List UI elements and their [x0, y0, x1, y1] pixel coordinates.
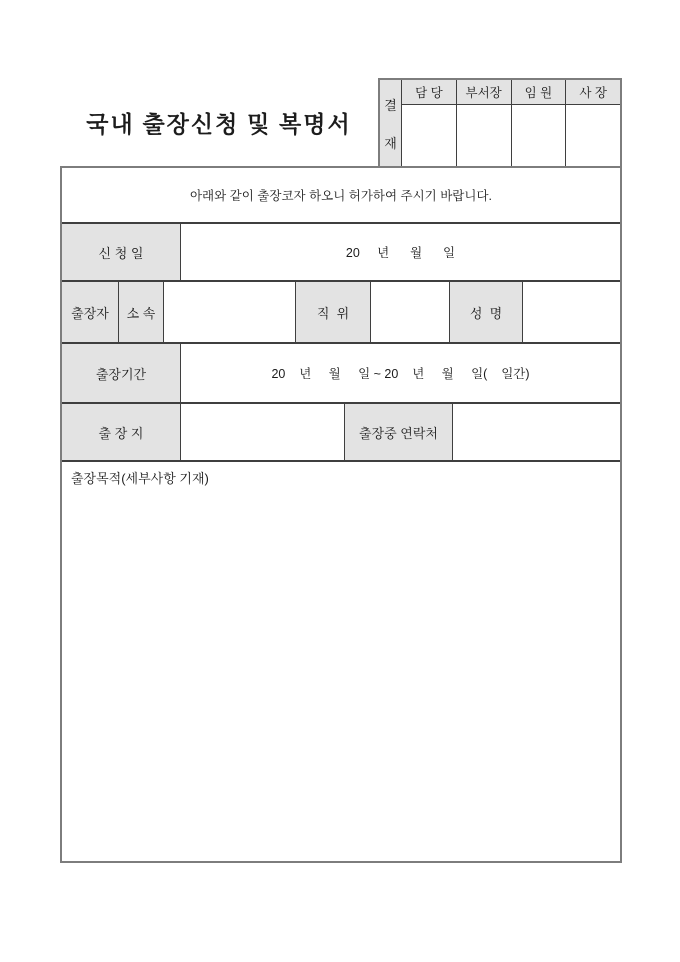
position-input-cell[interactable] [370, 282, 449, 342]
affiliation-label: 소 속 [118, 282, 163, 342]
trip-period-label: 출장기간 [62, 344, 180, 402]
row-apply-date [62, 224, 620, 282]
trip-destination-input-cell[interactable] [180, 404, 344, 460]
trip-contact-label: 출장중 연락처 [344, 404, 452, 460]
approval-sign-cell-president[interactable] [566, 105, 620, 166]
approval-col-executive [511, 80, 566, 166]
approval-table [378, 78, 622, 166]
page-title: 국내 출장신청 및 복명서 [86, 111, 352, 137]
trip-destination-label: 출 장 지 [62, 404, 180, 460]
approval-header-executive: 임 원 [512, 80, 566, 105]
traveler-label: 출장자 [62, 282, 118, 342]
affiliation-input-cell[interactable] [163, 282, 295, 342]
trip-contact-input-cell[interactable] [452, 404, 620, 460]
approval-col-damdang [402, 80, 456, 166]
trip-period-value[interactable]: 20 년 월 일 ~ 20 년 월 일( 일간) [180, 344, 620, 402]
approval-header-damdang: 담 당 [402, 80, 456, 105]
statement-text: 아래와 같이 출장코자 하오니 허가하여 주시기 바랍니다. [62, 168, 620, 222]
trip-purpose-label: 출장목적(세부사항 기재) [71, 471, 209, 486]
approval-sign-cell-department-head[interactable] [457, 105, 511, 166]
approval-stamp-label [380, 80, 402, 166]
approval-stamp-char-gyeol: 결 [384, 97, 397, 113]
row-statement [62, 168, 620, 224]
approval-header-department-head: 부서장 [457, 80, 511, 105]
apply-date-value[interactable]: 20 년 월 일 [180, 224, 620, 280]
row-destination [62, 404, 620, 462]
row-traveler [62, 282, 620, 344]
approval-stamp-char-jae: 재 [384, 135, 397, 151]
row-trip-purpose [62, 462, 620, 861]
form-table [60, 166, 622, 863]
approval-col-president [565, 80, 620, 166]
name-input-cell[interactable] [522, 282, 620, 342]
apply-date-label: 신 청 일 [62, 224, 180, 280]
name-label: 성 명 [449, 282, 522, 342]
trip-purpose-input-area[interactable] [62, 487, 620, 861]
position-label: 직 위 [295, 282, 370, 342]
row-trip-period [62, 344, 620, 404]
approval-sign-cell-damdang[interactable] [402, 105, 456, 166]
approval-sign-cell-executive[interactable] [512, 105, 566, 166]
approval-header-president: 사 장 [566, 80, 620, 105]
approval-col-department-head [456, 80, 511, 166]
